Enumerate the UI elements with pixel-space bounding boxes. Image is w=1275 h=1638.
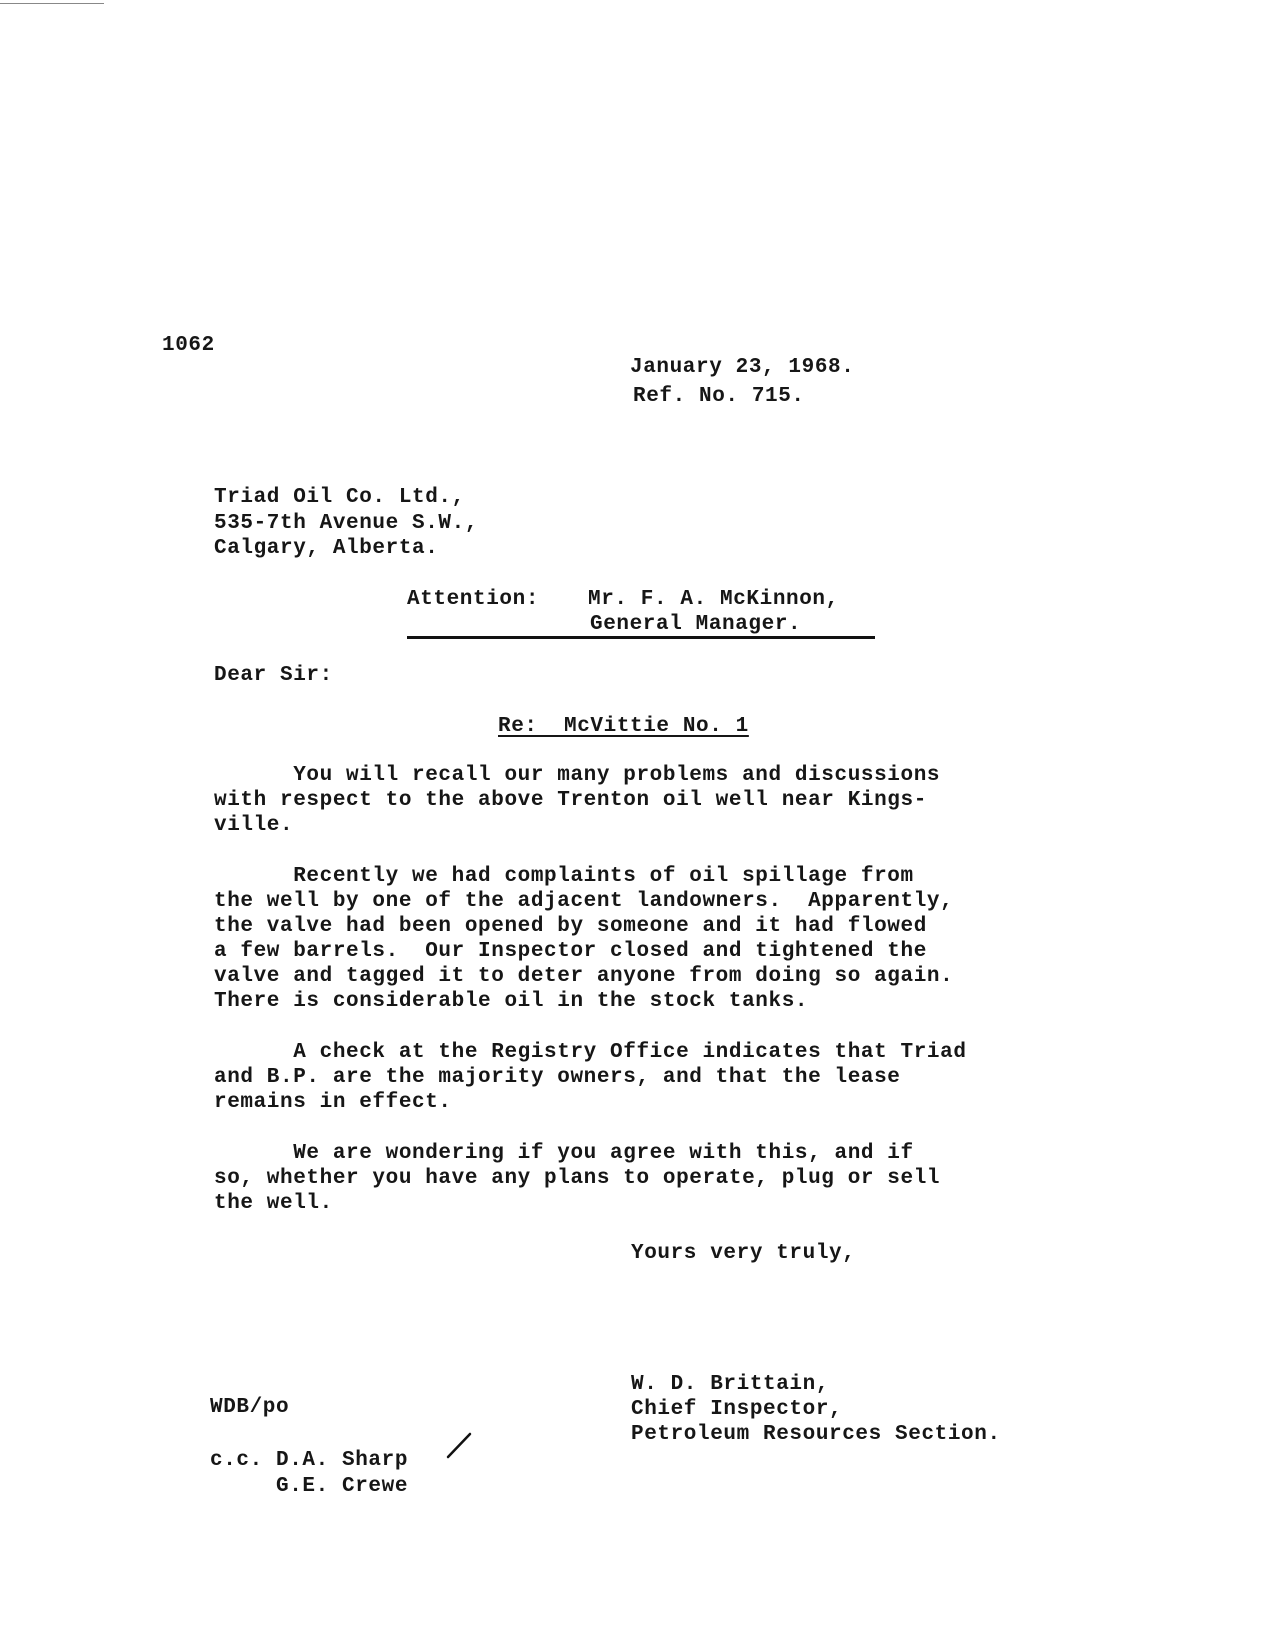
recipient-company: Triad Oil Co. Ltd.,: [214, 486, 465, 509]
typist-initials: WDB/po: [210, 1396, 290, 1419]
attention-label: Attention:: [407, 588, 540, 611]
body-line: the well by one of the adjacent landowners. Apparently,: [214, 890, 954, 913]
reference-number: Ref. No. 715.: [633, 385, 805, 408]
file-number: 1062: [162, 334, 215, 357]
body-line: the well.: [214, 1192, 333, 1215]
body-line: You will recall our many problems and discussions: [214, 764, 941, 787]
body-line: remains in effect.: [214, 1091, 452, 1114]
cc-line: G.E. Crewe: [210, 1475, 409, 1498]
body-line: valve and tagged it to deter anyone from doing so again.: [214, 965, 954, 988]
body-line: so, whether you have any plans to operate, plug or sell: [214, 1167, 941, 1190]
body-line: the valve had been opened by someone and it had flowed: [214, 915, 927, 938]
salutation: Dear Sir:: [214, 664, 333, 687]
check-mark-icon: [446, 1432, 472, 1460]
body-line: with respect to the above Trenton oil well near Kings-: [214, 789, 927, 812]
recipient-street: 535-7th Avenue S.W.,: [214, 512, 479, 535]
subject-line: Re: McVittie No. 1: [498, 715, 749, 738]
signature-section: Petroleum Resources Section.: [631, 1423, 1001, 1446]
body-line: a few barrels. Our Inspector closed and tightened the: [214, 940, 927, 963]
attention-title: General Manager.: [590, 613, 802, 636]
body-line: and B.P. are the majority owners, and that the lease: [214, 1066, 901, 1089]
letter-date: January 23, 1968.: [630, 356, 855, 379]
closing: Yours very truly,: [631, 1242, 856, 1265]
corner-rule: [0, 3, 104, 4]
attention-name: Mr. F. A. McKinnon,: [588, 588, 839, 611]
signature-name: W. D. Brittain,: [631, 1373, 830, 1396]
body-line: ville.: [214, 814, 294, 837]
body-line: Recently we had complaints of oil spillage from: [214, 865, 914, 888]
body-line: A check at the Registry Office indicates that Triad: [214, 1041, 967, 1064]
body-line: We are wondering if you agree with this, and if: [214, 1142, 914, 1165]
signature-title: Chief Inspector,: [631, 1398, 843, 1421]
recipient-city: Calgary, Alberta.: [214, 537, 439, 560]
cc-line: c.c. D.A. Sharp: [210, 1449, 409, 1472]
attention-underline: [407, 636, 875, 639]
body-line: There is considerable oil in the stock tanks.: [214, 990, 809, 1013]
